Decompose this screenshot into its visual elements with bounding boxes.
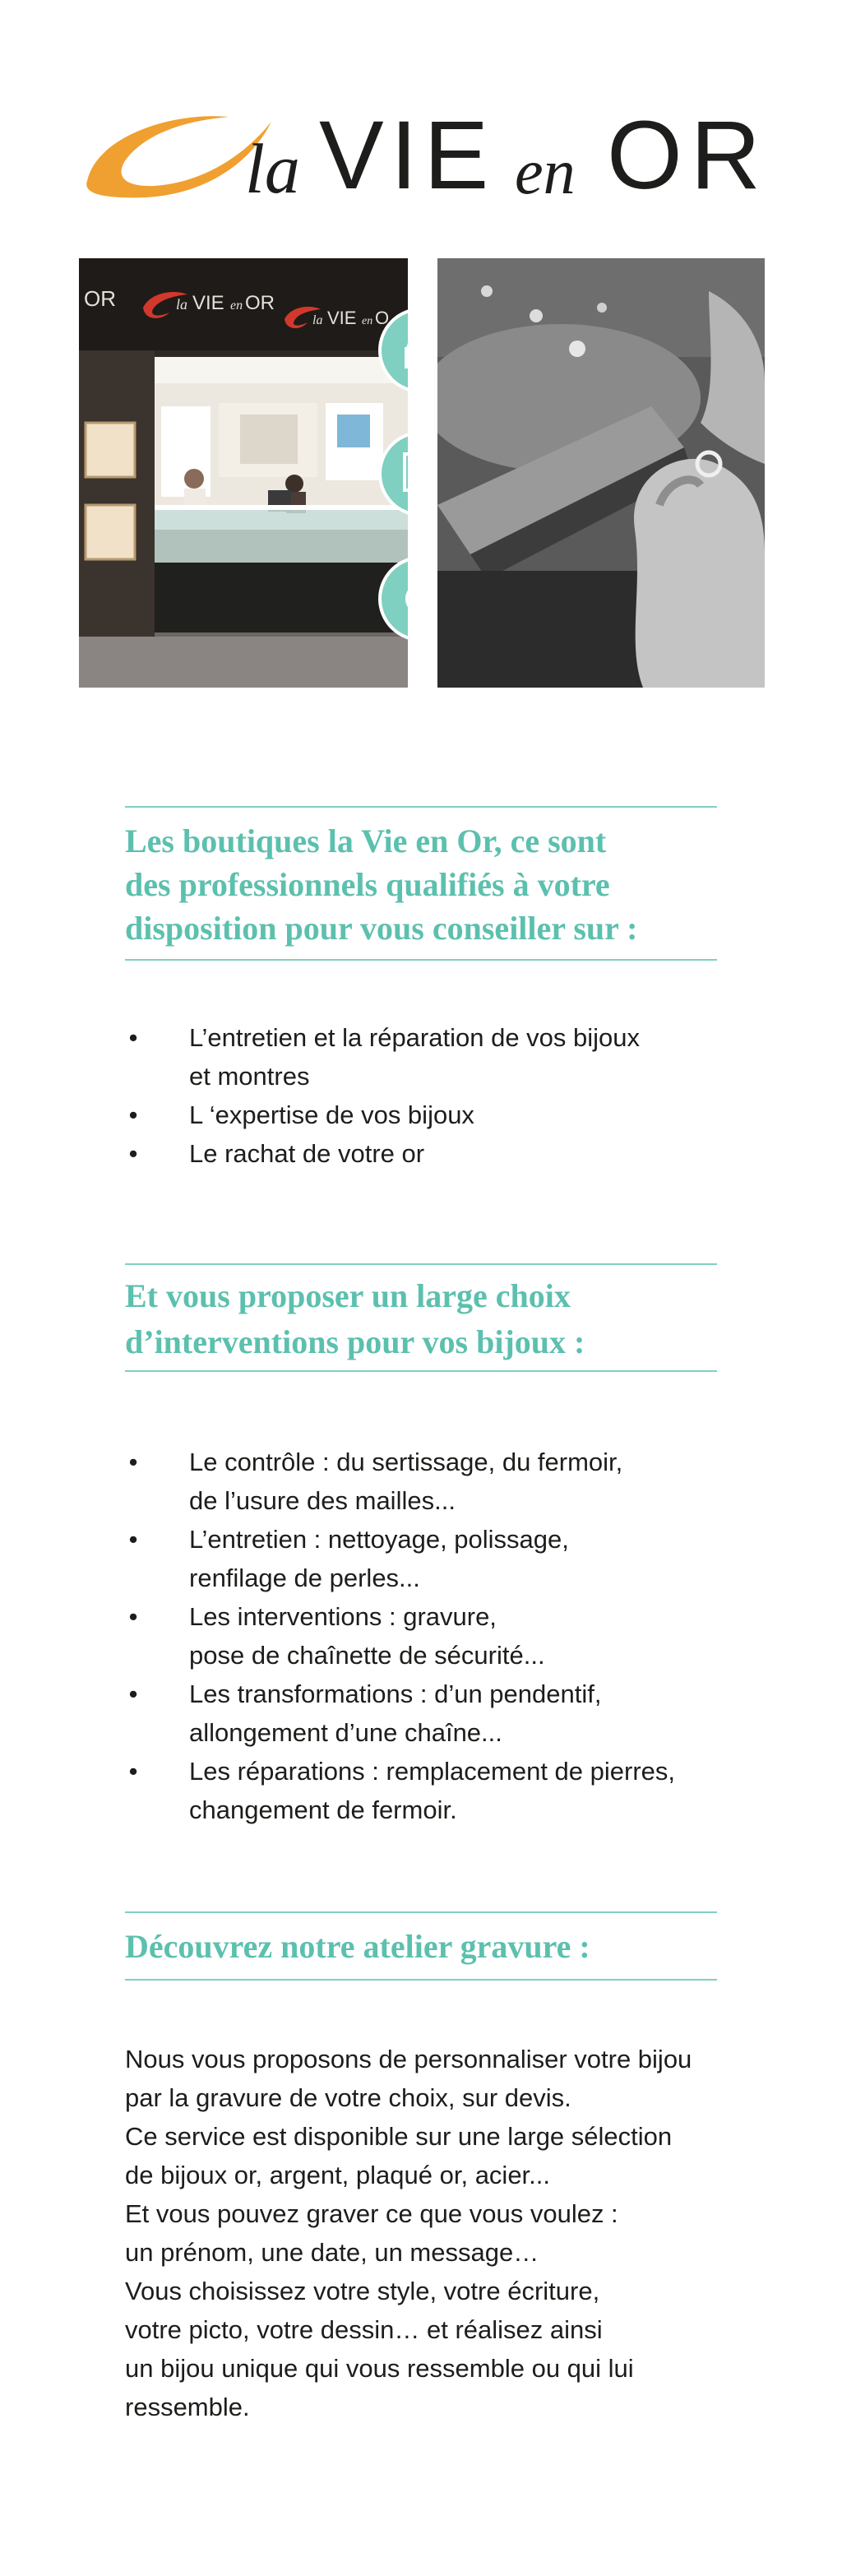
svg-text:OR: OR (84, 286, 116, 311)
bullet-icon: • (128, 1139, 138, 1168)
section1-list (125, 1018, 733, 1173)
paragraph-line: de bijoux or, argent, plaqué or, acier... (125, 2161, 551, 2189)
bullet-icon: • (128, 1448, 138, 1476)
section1-top-rule (125, 806, 717, 808)
bullet-icon: • (128, 1679, 138, 1708)
svg-text:en: en (230, 299, 243, 313)
boutique-photo (79, 258, 408, 688)
section1-bottom-rule (125, 959, 717, 961)
logo-en: en (515, 136, 576, 207)
list-item-line: renfilage de perles... (189, 1564, 420, 1592)
list-item-line: de l’usure des mailles... (189, 1486, 456, 1515)
paragraph-line: un prénom, une date, un message… (125, 2238, 539, 2267)
svg-text:VIE: VIE (327, 308, 357, 328)
list-item-line: L’entretien et la réparation de vos bijoux (189, 1023, 641, 1052)
list-item-line: changement de fermoir. (189, 1795, 457, 1824)
svg-text:en: en (362, 315, 373, 327)
bullet-icon: • (128, 1757, 138, 1786)
bullet-icon: • (128, 1525, 138, 1554)
paragraph-line: Ce service est disponible sur une large sélection (125, 2122, 673, 2151)
brand-logo (81, 101, 769, 210)
section2-list (125, 1443, 733, 1829)
paragraph-line: votre picto, votre dessin… et réalisez ainsi (125, 2315, 603, 2344)
list-item (125, 1134, 733, 1173)
paragraph-line: Vous choisissez votre style, votre écriture, (125, 2277, 600, 2305)
list-item-line: Les transformations : d’un pendentif, (189, 1679, 602, 1708)
list-item-line: Les interventions : gravure, (189, 1602, 497, 1631)
list-item (125, 1096, 733, 1134)
paragraph-line: Nous vous proposons de personnaliser votre bijou (125, 2045, 692, 2073)
section1-heading-line: disposition pour vous conseiller sur : (125, 910, 638, 947)
bullet-icon: • (128, 1602, 138, 1631)
section2-top-rule (125, 1263, 717, 1265)
section2-heading-line: d’interventions pour vos bijoux : (125, 1323, 585, 1360)
bullet-icon: • (128, 1100, 138, 1129)
list-item (125, 1675, 733, 1752)
section1-heading-line: des professionnels qualifiés à votre (125, 866, 610, 903)
section3-top-rule (125, 1911, 717, 1913)
section2-heading-line: Et vous proposer un large choix (125, 1277, 571, 1314)
list-item-line: pose de chaînette de sécurité... (189, 1641, 545, 1670)
list-item-line: allongement d’une chaîne... (189, 1718, 502, 1747)
svg-text:OR: OR (245, 292, 275, 314)
list-item-line: L’entretien : nettoyage, polissage, (189, 1525, 569, 1554)
list-item (125, 1520, 733, 1597)
paragraph-line: Et vous pouvez graver ce que vous voulez : (125, 2199, 618, 2228)
section3-heading (125, 1925, 717, 1968)
bullet-icon: • (128, 1023, 138, 1052)
boutique-illustration (79, 258, 408, 688)
svg-text:la: la (312, 313, 323, 327)
section2-heading (125, 1273, 717, 1365)
svg-text:la: la (176, 296, 188, 313)
logo-vie: VIE (319, 101, 496, 210)
list-item-line: Le contrôle : du sertissage, du fermoir, (189, 1448, 623, 1476)
paragraph-line: un bijou unique qui vous ressemble ou qui lui (125, 2354, 634, 2383)
section3-heading-text: Découvrez notre atelier gravure : (125, 1928, 590, 1965)
engraving-description (125, 2040, 733, 2426)
list-item (125, 1752, 733, 1829)
list-item-line: Les réparations : remplacement de pierres, (189, 1757, 676, 1786)
logo-or: OR (607, 101, 769, 210)
svg-text:VIE: VIE (192, 292, 224, 314)
jeweler-workshop-photo (437, 258, 765, 688)
section3-bottom-rule (125, 1979, 717, 1981)
paragraph-line: par la gravure de votre choix, sur devis. (125, 2083, 571, 2112)
svg-text:O: O (375, 308, 390, 328)
list-item-line: Le rachat de votre or (189, 1139, 425, 1168)
list-item (125, 1597, 733, 1675)
list-item-line: L ‘expertise de vos bijoux (189, 1100, 474, 1129)
workshop-illustration (437, 258, 765, 688)
section1-heading (125, 819, 717, 950)
section2-bottom-rule (125, 1370, 717, 1372)
logo-la: la (245, 129, 300, 208)
paragraph-line: ressemble. (125, 2393, 250, 2421)
section1-heading-line: Les boutiques la Vie en Or, ce sont (125, 822, 607, 859)
list-item (125, 1018, 733, 1096)
list-item-line: et montres (189, 1062, 310, 1091)
list-item (125, 1443, 733, 1520)
